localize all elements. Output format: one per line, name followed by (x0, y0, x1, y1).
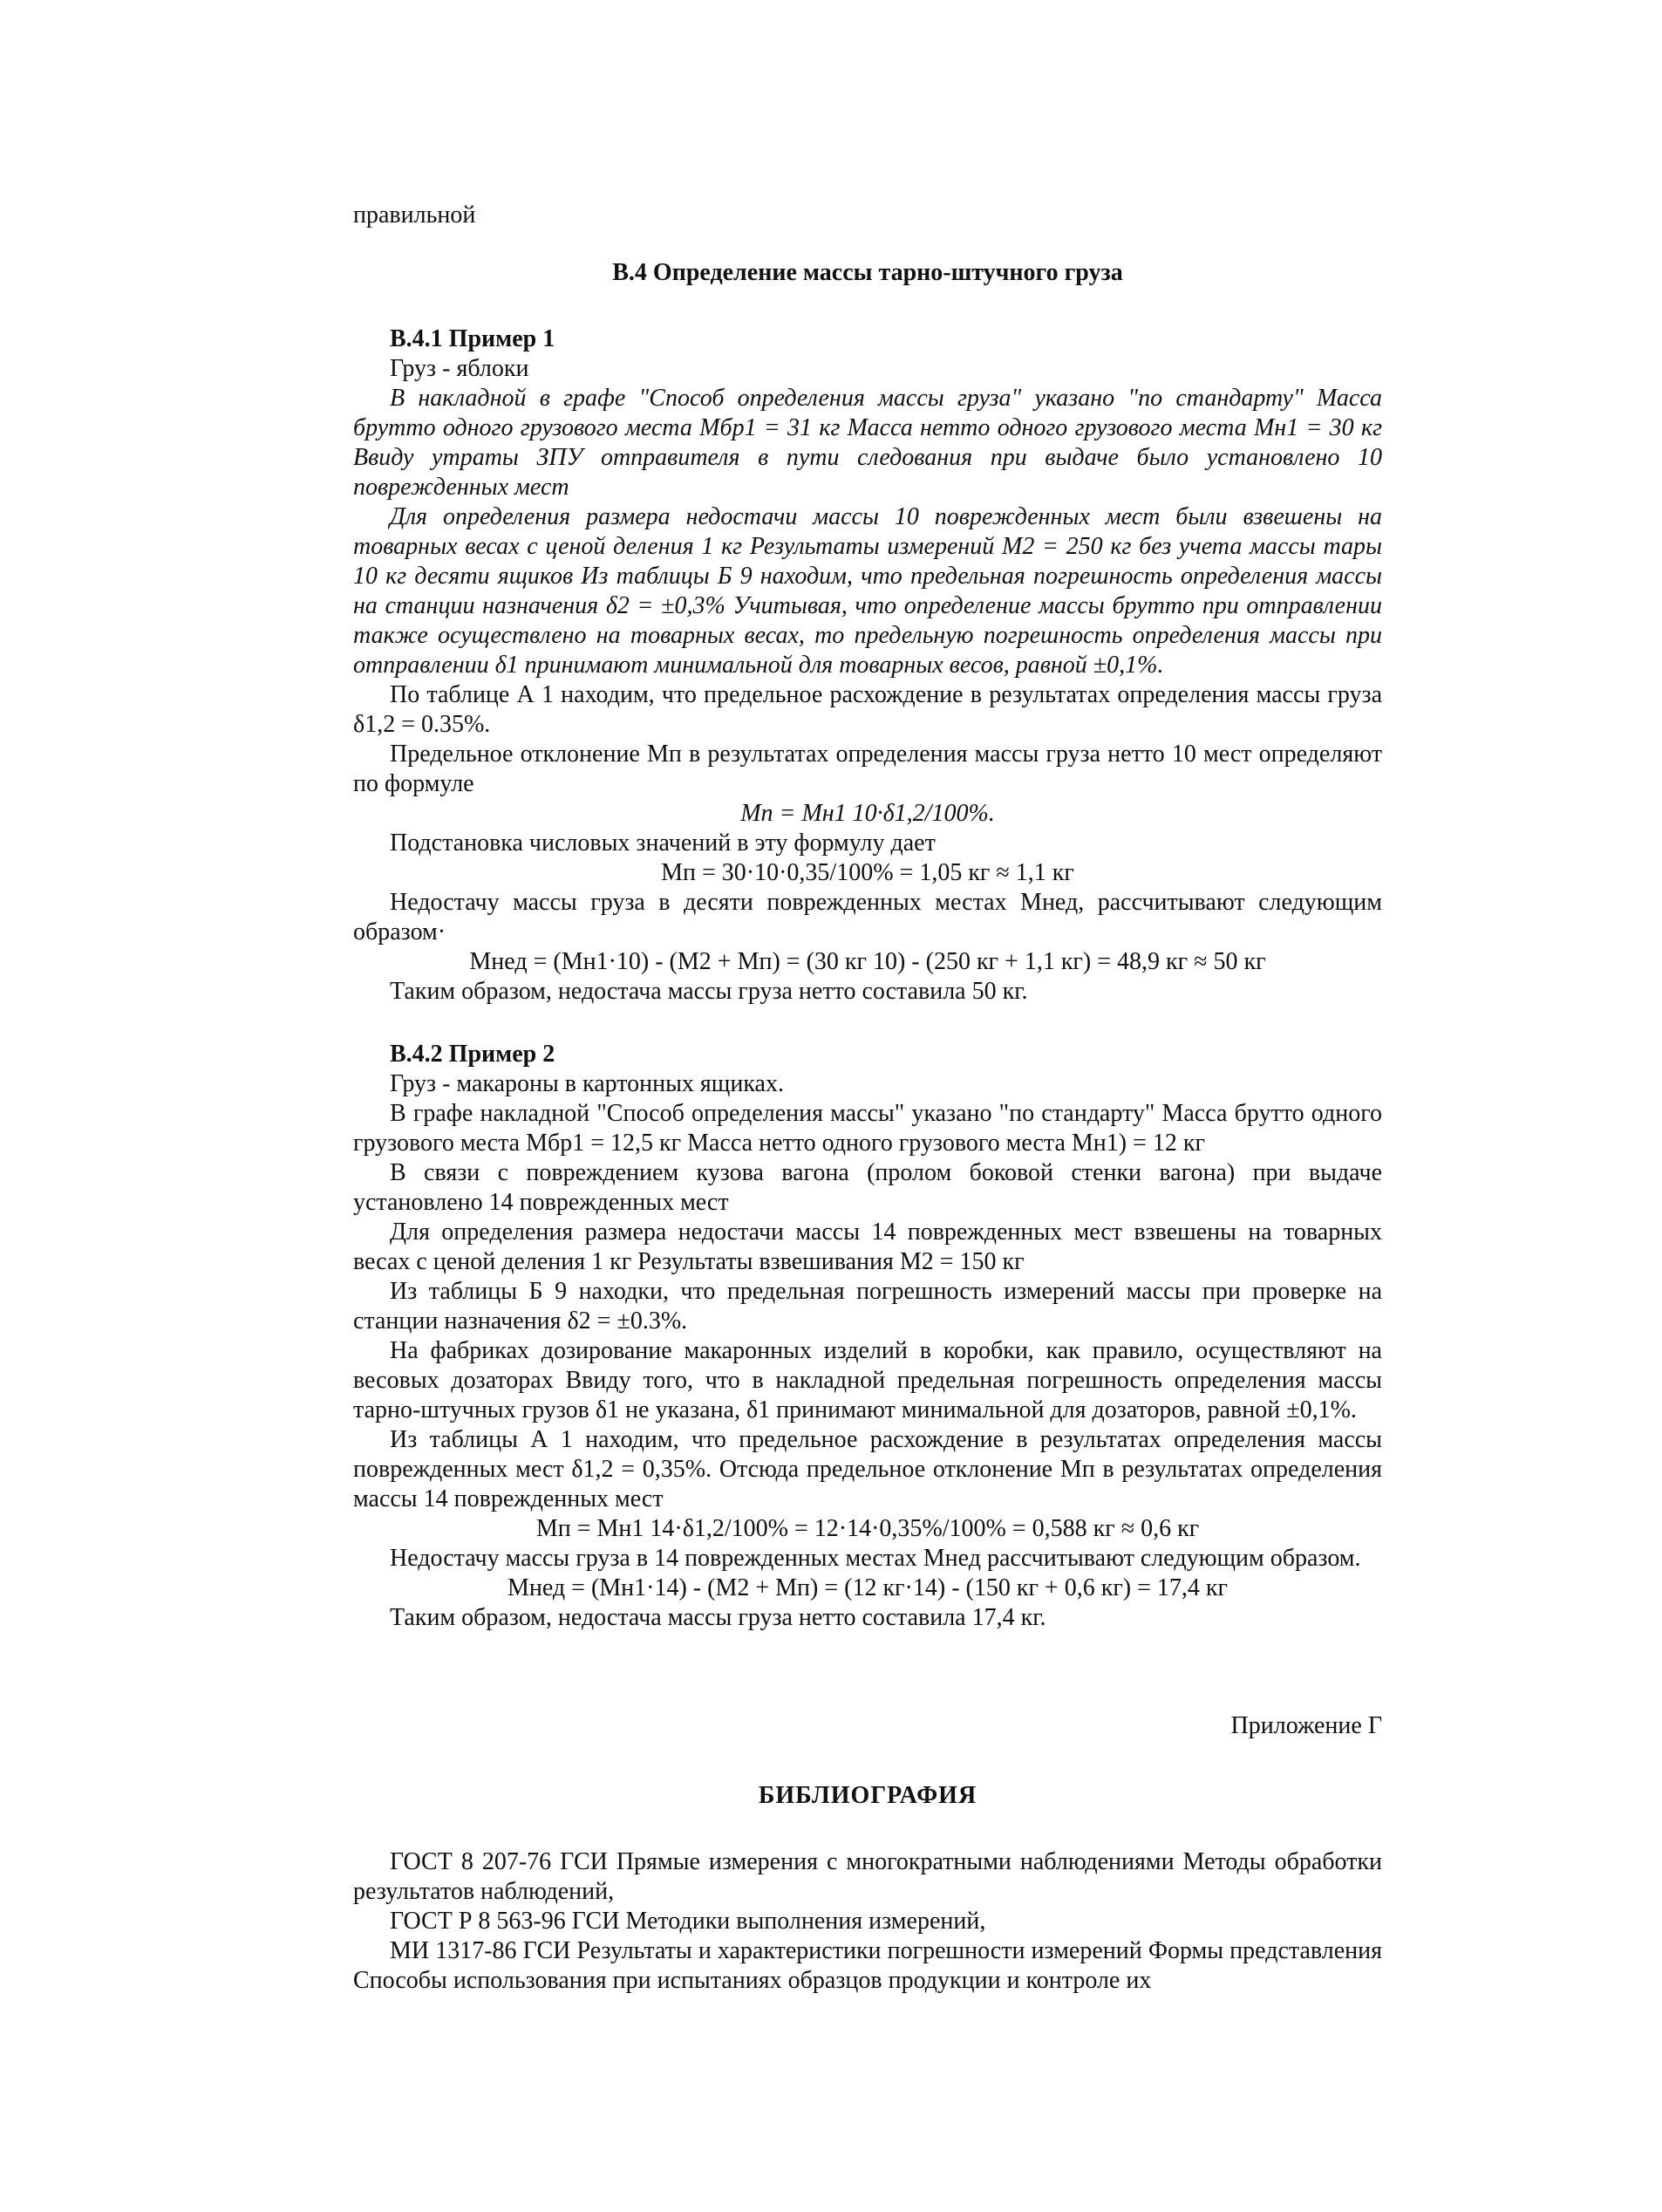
bibliography-title: БИБЛИОГРАФИЯ (758, 1782, 977, 1809)
example2-paragraph-3: Для определения размера недостачи массы 14 поврежденных мест взвешены на товарных весах с ценой деления 1 кг Результаты взвешивания M2 = 150 кг (353, 1219, 1382, 1275)
example1-paragraph-5: Подстановка числовых значений в эту формулу дает (390, 830, 936, 857)
example1-formula-2: Mп = 30·10·0,35/100% = 1,05 кг ≈ 1,1 кг (661, 859, 1074, 886)
example1-formula-1: Mп = Mн1 10·δ1,2/100%. (740, 800, 995, 827)
example2-paragraph-5: На фабриках дозирование макаронных изделий в коробки, как правило, осуществляют на весовых дозаторах Ввиду того, что в накладной предельная погрешность определения массы тарно-штучных грузов δ1 не указана, δ1 принимают минимальной для дозаторов, равной ±0,1%. (353, 1337, 1382, 1423)
example1-paragraph-3: По таблице А 1 находим, что предельное расхождение в результатах определения массы груза δ1,2 = 0.35%. (353, 681, 1382, 738)
bibliography-item: ГОСТ Р 8 563-96 ГСИ Методики выполнения измерений, (390, 1908, 986, 1935)
example2-paragraph-2: В связи с повреждением кузова вагона (пролом боковой стенки вагона) при выдаче установлено 14 поврежденных мест (353, 1159, 1382, 1216)
example1-heading: В.4.1 Пример 1 (390, 325, 555, 352)
example1-paragraph-4: Предельное отклонение Mп в результатах определения массы груза нетто 10 мест определяют по формуле (353, 741, 1382, 797)
example2-paragraph-7: Недостачу массы груза в 14 поврежденных местах Mнед рассчитывают следующим образом. (390, 1545, 1361, 1572)
example1-paragraph-1: В накладной в графе "Способ определения массы груза" указано "по стандарту" Масса брутто одного грузового места Mбр1 = 31 кг Масса нетто одного грузового места Mн1 = 30 кг Ввиду утраты ЗПУ отправителя в пути следования при выдаче было установлено 10 поврежденных мест (353, 385, 1382, 501)
example1-formula-3: Mнед = (Mн1·10) - (M2 + Mп) = (30 кг 10) - (250 кг + 1,1 кг) = 48,9 кг ≈ 50 кг (469, 948, 1266, 975)
bibliography-item: ГОСТ 8 207-76 ГСИ Прямые измерения с многократными наблюдениями Методы обработки результатов наблюдений, (353, 1848, 1382, 1905)
example2-conclusion: Таким образом, недостача массы груза нетто составила 17,4 кг. (390, 1604, 1046, 1631)
example2-paragraph-4: Из таблицы Б 9 находки, что предельная погрешность измерений массы при проверке на станции назначения δ2 = ±0.3%. (353, 1278, 1382, 1335)
document-page (353, 201, 1382, 1996)
example1-paragraph-6: Недостачу массы груза в десяти поврежденных местах Mнед, рассчитывают следующим образом· (353, 889, 1382, 946)
spacer (353, 1633, 1382, 1711)
example2-formula-2: Mнед = (Mн1·14) - (M2 + Mп) = (12 кг·14) - (150 кг + 0,6 кг) = 17,4 кг (507, 1574, 1229, 1601)
section-title: В.4 Определение массы тарно-штучного груза (612, 259, 1123, 286)
example2-formula-1: Mп = Mн1 14·δ1,2/100% = 12·14·0,35%/100% = 0,588 кг ≈ 0,6 кг (535, 1515, 1200, 1542)
example1-paragraph-2: Для определения размера недостачи массы 10 поврежденных мест были взвешены на товарных весах с ценой деления 1 кг Результаты измерений M2 = 250 кг без учета массы тары 10 кг десяти ящиков Из таблицы Б 9 находим, что предельная погрешность определения массы на станции назначения δ2 = ±0,3% Учитывая, что определение массы брутто при отправлении также осуществлено на товарных весах, то предельную погрешность определения массы при отправлении δ1 принимают минимальной для товарных весов, равной ±0,1%. (353, 503, 1382, 679)
example2-paragraph-1: В графе накладной "Способ определения массы" указано "по стандарту" Масса брутто одного грузового места Mбр1 = 12,5 кг Масса нетто одного грузового места Mн1) = 12 кг (353, 1100, 1382, 1157)
example2-cargo: Груз - макароны в картонных ящиках. (390, 1070, 784, 1097)
example2-heading: В.4.2 Пример 2 (390, 1041, 555, 1068)
bibliography-item: МИ 1317-86 ГСИ Результаты и характеристики погрешности измерений Формы представления Способы использования при испытаниях образцов продукции и контроле их (353, 1937, 1382, 1994)
example1-conclusion: Таким образом, недостача массы груза нетто составила 50 кг. (390, 978, 1028, 1005)
appendix-label: Приложение Г (1230, 1712, 1382, 1739)
continuation-text: правильной (353, 201, 476, 229)
spacer (353, 1007, 1382, 1040)
example1-cargo: Груз - яблоки (390, 355, 529, 382)
example2-paragraph-6: Из таблицы А 1 находим, что предельное расхождение в результатах определения массы поврежденных мест δ1,2 = 0,35%. Отсюда предельное отклонение Mп в результатах определения массы 14 поврежденных мест (353, 1426, 1382, 1512)
